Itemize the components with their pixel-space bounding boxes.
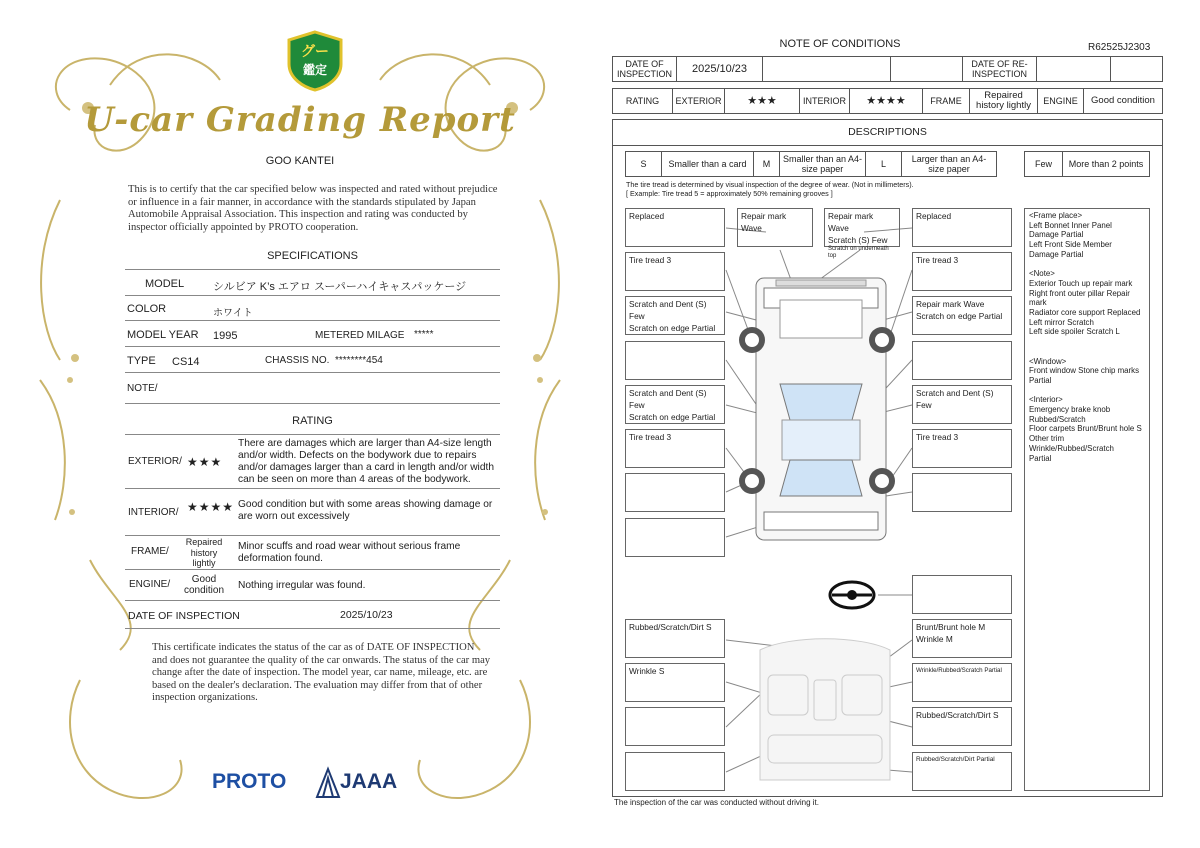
legend-l: L — [866, 152, 902, 177]
condition-text: Tire tread 3 — [629, 432, 672, 442]
date-of-inspection-label: DATE OF INSPECTION — [613, 57, 677, 82]
note-line: Rubbed/Scratch — [1029, 414, 1086, 424]
condition-box-left-4 — [625, 341, 725, 380]
note-line — [1029, 260, 1145, 270]
interior-rating-row — [125, 489, 500, 536]
inspection-disclaimer: The inspection of the car was conducted without driving it. — [614, 798, 819, 807]
condition-text: Brunt/Brunt hole M — [916, 622, 986, 632]
note-row — [125, 373, 500, 404]
conditions-title: NOTE OF CONDITIONS — [779, 38, 901, 50]
mileage-label: METERED MILAGE — [315, 330, 405, 341]
proto-logo: PROTO — [212, 770, 287, 793]
legend-l-desc: Larger than an A4-size paper — [902, 152, 997, 177]
condition-text: Replaced — [916, 211, 952, 221]
condition-text: Tire tread 3 — [916, 432, 959, 442]
condition-text: Repair mark Wave — [741, 211, 787, 233]
model-year-value: 1995 — [213, 330, 238, 342]
condition-text: Repair mark Wave — [828, 211, 874, 233]
note-line: <Frame place> — [1029, 211, 1083, 220]
legend-s-desc: Smaller than a card — [662, 152, 754, 177]
interior-box-right-4 — [912, 752, 1012, 791]
condition-box-left-3 — [625, 296, 725, 335]
interior-box-left-1 — [625, 619, 725, 658]
condition-box-right-6 — [912, 429, 1012, 468]
condition-text: Scratch (S) Few — [828, 235, 888, 245]
condition-text: Wrinkle M — [916, 634, 953, 644]
note-line: Emergency brake knob — [1029, 405, 1111, 414]
condition-box-right-5 — [912, 385, 1012, 424]
note-line: Damage Partial — [1029, 249, 1084, 259]
note-line: Other trim — [1029, 434, 1065, 444]
frame-rating-row — [125, 536, 500, 570]
engine-grade: Good condition — [183, 574, 225, 596]
interior-stars: ★★★★ — [187, 500, 235, 514]
note-line: Left Front Side Member — [1029, 240, 1112, 250]
engine-rating-row — [125, 570, 500, 601]
model-value: シルビア K’s エアロ スーパーハイキャスパッケージ — [213, 281, 467, 293]
note-line: <Note> — [1029, 269, 1055, 279]
divider — [125, 269, 500, 270]
legend-m-desc: Smaller than an A4-size paper — [780, 152, 866, 177]
interior-box-left-3 — [625, 707, 725, 746]
condition-box-right-4 — [912, 341, 1012, 380]
condition-box-top-2 — [824, 208, 900, 259]
badge-text-bottom: 鑑定 — [302, 63, 328, 77]
condition-box-top-1 — [737, 208, 813, 247]
note-line: <Window> — [1029, 356, 1067, 366]
car-interior-view — [760, 639, 890, 780]
interior-box-left-2 — [625, 663, 725, 702]
exterior-label: EXTERIOR/ — [128, 456, 182, 467]
inspection-date-value: 2025/10/23 — [340, 609, 393, 621]
exterior-stars: ★★★ — [187, 455, 223, 469]
interior-label: INTERIOR — [800, 89, 850, 114]
engine-value: Good condition — [1084, 89, 1163, 114]
chassis-value: ********454 — [335, 355, 383, 366]
condition-notes — [1024, 208, 1150, 791]
chassis-label: CHASSIS NO. — [265, 355, 330, 366]
condition-text: Rubbed/Scratch/Dirt Partial — [916, 756, 995, 763]
descriptions-heading: DESCRIPTIONS — [612, 119, 1163, 146]
condition-box-left-2 — [625, 252, 725, 291]
note-line: Left mirror Scratch — [1029, 317, 1094, 327]
engine-label: ENGINE/ — [129, 579, 171, 590]
exterior-stars: ★★★ — [725, 89, 800, 114]
condition-text: Scratch on underneath top — [828, 246, 889, 259]
legend-m: M — [754, 152, 780, 177]
frame-value: Repaired history lightly — [970, 89, 1038, 114]
model-year-label: MODEL YEAR — [127, 329, 199, 341]
condition-text: Scratch and Dent (S) Few — [629, 299, 707, 321]
badge-text-top: グー — [301, 44, 329, 60]
color-value: ホワイト — [213, 308, 253, 319]
note-line: Floor carpets Brunt/Brunt hole S — [1029, 424, 1142, 434]
condition-box-left-8 — [625, 518, 725, 557]
jaaa-emblem-icon — [316, 768, 340, 798]
condition-box-left-7 — [625, 473, 725, 512]
note-line: Exterior Touch up repair mark — [1029, 278, 1133, 288]
condition-text: Tire tread 3 — [916, 255, 959, 265]
color-row — [125, 296, 500, 321]
condition-box-left-5 — [625, 385, 725, 424]
note-line: Wrinkle/Rubbed/Scratch — [1029, 443, 1114, 453]
type-row — [125, 347, 500, 373]
tire-note-line2: [ Example: Tire tread 5 = approximately 50% remaining grooves ] — [626, 189, 833, 198]
inspection-date-row — [125, 601, 500, 629]
tire-note-line1: The tire tread is determined by visual inspection of the degree of wear. (Not in millimeters). — [626, 180, 914, 189]
condition-box-left-6 — [625, 429, 725, 468]
interior-box-right-2 — [912, 663, 1012, 702]
exterior-description: There are damages which are larger than A4-size length and/or width. Defects on the bodywork due to repairs and/or damages larger than a card in length and/or width can be seen on more than 4 areas of the bodywork. — [238, 438, 494, 485]
legend-few-desc: More than 2 points — [1063, 152, 1150, 177]
model-row — [125, 272, 500, 296]
condition-text: Wrinkle/Rubbed/Scratch Partial — [916, 667, 1002, 674]
note-line: <Interior> — [1029, 395, 1063, 405]
legend-s: S — [626, 152, 662, 177]
note-line: Partial — [1029, 453, 1052, 463]
condition-box-right-2 — [912, 252, 1012, 291]
exterior-label: EXTERIOR — [673, 89, 725, 114]
interior-box-left-4 — [625, 752, 725, 791]
interior-stars: ★★★★ — [850, 89, 923, 114]
note-line: Damage Partial — [1029, 230, 1084, 240]
model-year-row — [125, 321, 500, 347]
note-line — [1029, 337, 1145, 347]
condition-text: Rubbed/Scratch/Dirt S — [916, 710, 999, 720]
interior-box-right-3 — [912, 707, 1012, 746]
color-label: COLOR — [127, 303, 167, 315]
condition-text: Scratch on edge Partial — [629, 412, 716, 422]
note-line: Radiator core support Replaced — [1029, 308, 1141, 318]
mileage-value: ***** — [414, 329, 434, 340]
frame-description: Minor scuffs and road wear without serious frame deformation found. — [238, 541, 461, 564]
condition-text: Scratch on edge Partial — [916, 311, 1003, 321]
condition-box-left-1 — [625, 208, 725, 247]
condition-text: Repair mark Wave — [916, 299, 985, 309]
note-line: Right front outer pillar Repair mark — [1029, 288, 1130, 308]
note-line — [1029, 386, 1145, 396]
condition-text: Tire tread 3 — [629, 255, 672, 265]
legend-few: Few — [1025, 152, 1063, 177]
condition-box-right-7 — [912, 473, 1012, 512]
goo-kantei-badge — [285, 30, 345, 92]
condition-box-right-3 — [912, 296, 1012, 335]
frame-label: FRAME/ — [131, 546, 169, 557]
engine-label: ENGINE — [1038, 89, 1084, 114]
report-subtitle: GOO KANTEI — [265, 155, 335, 167]
condition-text: Scratch and Dent (S) Few — [629, 388, 707, 410]
condition-text: Scratch and Dent (S) Few — [916, 388, 994, 410]
engine-description: Nothing irregular was found. — [238, 580, 366, 591]
note-line: Front window Stone chip marks Partial — [1029, 366, 1140, 385]
exterior-rating-row — [125, 436, 500, 489]
report-title: U-car Grading Report — [84, 100, 516, 140]
certificate-disclaimer: This certificate indicates the status of the car as of DATE OF INSPECTION and does not guarantee the quality of the car onwards. The status of the car may change after the date of inspection. The model year, car name, mileage, etc. are based on the dealer's declaration. The evaluation may differ from that of other inspection organizations. — [152, 642, 491, 703]
divider — [125, 434, 500, 435]
type-value: CS14 — [172, 356, 200, 368]
date-of-reinspection-label: DATE OF RE-INSPECTION — [963, 57, 1037, 82]
certification-statement: This is to certify that the car specified below was inspected and rated without prejudice or influence in a fair manner, in accordance with the standards stipulated by Japan Automobile Appraisal Association. This inspection and rating was conducted by inspector officially appointed by PROTO cooperation. — [128, 184, 498, 234]
note-line: Left side spoiler Scratch L — [1029, 327, 1120, 337]
specifications-heading: SPECIFICATIONS — [267, 250, 358, 262]
note-line: Left Bonnet Inner Panel — [1029, 220, 1112, 230]
frame-label: FRAME — [923, 89, 970, 114]
frame-grade: Repaired history lightly — [185, 537, 223, 568]
interior-box-right-1 — [912, 619, 1012, 658]
condition-box-steering — [912, 575, 1012, 614]
note-label: NOTE/ — [127, 383, 158, 394]
type-label: TYPE — [127, 355, 156, 367]
note-of-conditions-sheet — [600, 0, 1200, 848]
interior-label: INTERIOR/ — [128, 507, 179, 518]
note-line — [1029, 347, 1145, 357]
rating-label: RATING — [613, 89, 673, 114]
reference-number: R62525J2303 — [1088, 42, 1151, 53]
condition-text: Replaced — [629, 211, 665, 221]
inspection-date-label: DATE OF INSPECTION — [128, 610, 240, 622]
condition-box-right-1 — [912, 208, 1012, 247]
condition-text: Wrinkle S — [629, 666, 665, 676]
condition-text: Scratch on edge Partial — [629, 323, 716, 333]
car-top-view — [739, 278, 895, 540]
date-of-inspection-value: 2025/10/23 — [677, 57, 763, 82]
interior-description: Good condition but with some areas showing damage or are worn out excessively — [238, 499, 493, 522]
jaaa-logo: JAAA — [340, 770, 398, 793]
rating-heading: RATING — [292, 415, 333, 427]
steering-wheel-icon — [830, 582, 874, 608]
condition-text: Rubbed/Scratch/Dirt S — [629, 622, 712, 632]
model-label: MODEL — [145, 278, 185, 290]
